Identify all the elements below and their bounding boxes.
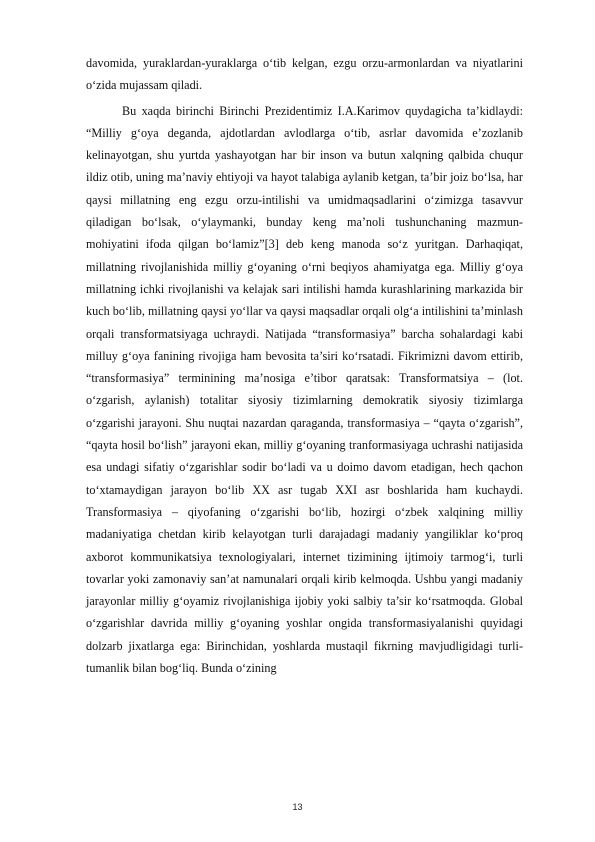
paragraph-1: davomida, yuraklardan-yuraklarga o‘tib kelgan, ezgu orzu-armonlardan va niyatlarini o‘zida mujassam qiladi.	[86, 56, 523, 93]
page-number: 13	[292, 802, 303, 812]
paragraph-2: Bu xaqda birinchi Birinchi Prezidentimiz I.A.Karimov quydagicha ta’kidlaydi: “Milliy g‘oya deganda, ajdotlardan avlodlarga o‘tib, asrlar davomida e’zozlanib kelinayotgan, shu yurtda yashayotgan har bir inson va butun xalqning qalbida chuqur ildiz otib, uning ma’naviy ehtiyoji va hayot talabiga aylanib ketgan, ta’bir joiz bo‘lsa, har qaysi millatning eng ezgu orzu-intilishi va umidmaqsadlarini o‘zimizga tasavvur qiladigan bo‘lsak, o‘ylaymanki, bunday keng ma’noli tushunchaning mazmun-mohiyatini ifoda qilgan bo‘lamiz”[3] deb keng manoda so‘z yuritgan. Darhaqiqat, millatning rivojlanishida milliy g‘oyaning o‘rni beqiyos ahamiyatga ega. Milliy g‘oya millatning ichki rivojlanishi va kelajak sari intilishi hamda kurashlarining markazida bir kuch bo‘lib, millatning qaysi yo‘llar va qaysi maqsadlar orqali olg‘a intilishini ta’minlash orqali transformatsiyaga uchraydi. Natijada “transformasiya” barcha sohalardagi kabi milluy g‘oya fanining rivojiga ham bevosita ta’siri ko‘rsatadi. Fikrimizni davom ettirib, “transformasiya” terminining ma’nosiga e’tibor qaratsak: Transformatsiya – (lot. o‘zgarish, aylanish) totalitar siyosiy tizimlarning demokratik siyosiy tizimlarga o‘zgarishi jarayoni. Shu nuqtai nazardan qaraganda, transformasiya – “qayta o‘zgarish”, “qayta hosil bo‘lish” jarayoni ekan, milliy g‘oyaning tranformasiyaga uchrashi natijasida esa undagi sifatiy o‘zgarishlar sodir bo‘ladi va u doimo davom etadigan, hech qachon to‘xtamaydigan jarayon bo‘lib XX asr tugab XXI asr boshlarida ham kuchaydi. Transformasiya – qiyofaning o‘zgarishi bo‘lib, hozirgi o‘zbek xalqining milliy madaniyatiga chetdan kirib kelayotgan turli darajadagi madaniy yangiliklar ko‘proq axborot kommunikatsiya texnologiyalari, internet tizimining ijtimoiy tarmog‘i, turli tovarlar yoki zamonaviy san’at namunalari orqali kirib kelmoqda. Ushbu yangi madaniy jarayonlar milliy g‘oyamiz rivojlanishiga ijobiy yoki salbiy ta’sir ko‘rsatmoqda. Global o‘zgarishlar davrida milliy g‘oyaning yoshlar ongida transformasiyalanishi quyidagi dolzarb jixatlarga ega: Birinchidan, yoshlarda mustaqil fikrning mavjudligidagi turli-tumanlik bilan bog‘liq. Bunda o‘zining	[86, 103, 523, 676]
document-body	[86, 52, 523, 679]
